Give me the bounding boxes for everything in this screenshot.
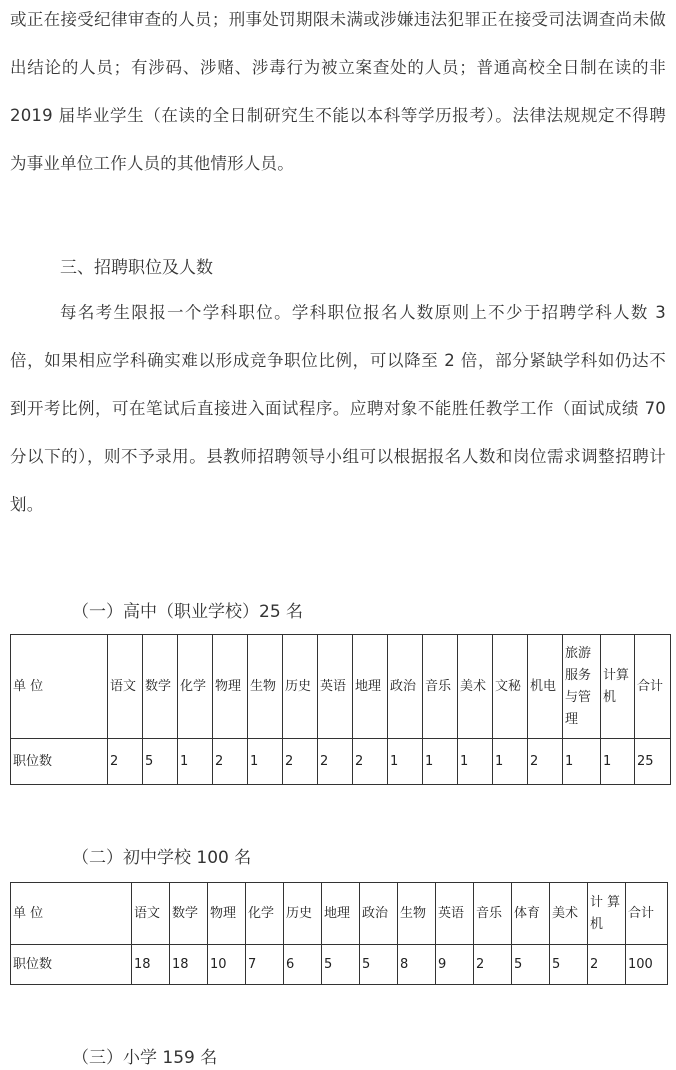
table-cell: 5 xyxy=(143,739,178,785)
table-header-cell: 英语 xyxy=(436,883,474,945)
table-header-row xyxy=(11,635,671,739)
table-header-cell: 政治 xyxy=(388,635,423,739)
table-cell: 1 xyxy=(178,739,213,785)
table-header-cell: 合计 xyxy=(635,635,671,739)
table-header-cell: 体育 xyxy=(512,883,550,945)
table-cell: 1 xyxy=(601,739,635,785)
table-cell: 9 xyxy=(436,945,474,985)
table-middle-school xyxy=(10,882,668,985)
table-header-cell: 美术 xyxy=(550,883,588,945)
table-header-cell: 计算机 xyxy=(601,635,635,739)
table-cell: 10 xyxy=(208,945,246,985)
table-cell: 100 xyxy=(626,945,668,985)
table-cell: 2 xyxy=(588,945,626,985)
table-header-cell: 生物 xyxy=(248,635,283,739)
table-cell: 5 xyxy=(512,945,550,985)
table-cell: 2 xyxy=(528,739,563,785)
table-header-cell: 文秘 xyxy=(493,635,528,739)
heading-middle-school: （二）初中学校 100 名 xyxy=(72,848,252,868)
table-cell: 1 xyxy=(423,739,458,785)
table-cell: 2 xyxy=(213,739,248,785)
table-header-cell: 数学 xyxy=(143,635,178,739)
table-header-cell: 机电 xyxy=(528,635,563,739)
table-header-cell: 单 位 xyxy=(11,635,108,739)
paragraph-eligibility: 或正在接受纪律审查的人员；刑事处罚期限未满或涉嫌违法犯罪正在接受司法调查尚未做出结论的人员；有涉码、涉赌、涉毒行为被立案查处的人员；普通高校全日制在读的非 2019 届毕业学生（在读的全日制研究生不能以本科等学历报考）。法律法规规定不得聘为事业单位工作人员的其他情形人员。 xyxy=(10,10,666,173)
table-high-school xyxy=(10,634,671,785)
table-header-row xyxy=(11,883,668,945)
table-cell: 2 xyxy=(108,739,143,785)
table-header-cell: 政治 xyxy=(360,883,398,945)
table-cell: 2 xyxy=(353,739,388,785)
table-header-cell: 物理 xyxy=(208,883,246,945)
table-cell: 1 xyxy=(493,739,528,785)
table-cell: 18 xyxy=(132,945,170,985)
table-cell: 2 xyxy=(283,739,318,785)
table-header-cell: 计 算机 xyxy=(588,883,626,945)
table-header-cell: 数学 xyxy=(170,883,208,945)
table-header-cell: 生物 xyxy=(398,883,436,945)
table-header-cell: 旅游服务与管理 xyxy=(563,635,601,739)
table-header-cell: 英语 xyxy=(318,635,353,739)
table-cell: 1 xyxy=(248,739,283,785)
table-header-cell: 化学 xyxy=(178,635,213,739)
table-cell: 8 xyxy=(398,945,436,985)
table-cell: 7 xyxy=(246,945,284,985)
table-header-cell: 音乐 xyxy=(474,883,512,945)
table-cell: 1 xyxy=(563,739,601,785)
table-cell: 1 xyxy=(388,739,423,785)
table-header-cell: 历史 xyxy=(283,635,318,739)
table-cell: 18 xyxy=(170,945,208,985)
table-header-cell: 合计 xyxy=(626,883,668,945)
table-cell: 25 xyxy=(635,739,671,785)
table-header-cell: 地理 xyxy=(353,635,388,739)
table-header-cell: 单 位 xyxy=(11,883,132,945)
table-header-cell: 地理 xyxy=(322,883,360,945)
table-cell: 5 xyxy=(322,945,360,985)
table-header-cell: 语文 xyxy=(108,635,143,739)
table-cell: 职位数 xyxy=(11,945,132,985)
table-cell: 2 xyxy=(318,739,353,785)
table-row xyxy=(11,739,671,785)
table-header-cell: 历史 xyxy=(284,883,322,945)
paragraph-positions-rules: 每名考生限报一个学科职位。学科职位报名人数原则上不少于招聘学科人数 3 倍，如果相应学科确实难以形成竞争职位比例，可以降至 2 倍，部分紧缺学科如仍达不到开考比例，可在笔试后直接进入面试程序。应聘对象不能胜任教学工作（面试成绩 70 分以下的），则不予录用。县教师招聘领导小组可以根据报名人数和岗位需求调整招聘计划。 xyxy=(10,303,666,514)
table-cell: 5 xyxy=(360,945,398,985)
table-cell: 5 xyxy=(550,945,588,985)
table-header-cell: 化学 xyxy=(246,883,284,945)
table-header-cell: 美术 xyxy=(458,635,493,739)
section-heading-positions: 三、招聘职位及人数 xyxy=(60,258,213,278)
table-header-cell: 音乐 xyxy=(423,635,458,739)
table-cell: 2 xyxy=(474,945,512,985)
table-cell: 6 xyxy=(284,945,322,985)
table-cell: 1 xyxy=(458,739,493,785)
table-header-cell: 语文 xyxy=(132,883,170,945)
heading-primary-school: （三）小学 159 名 xyxy=(72,1048,218,1068)
table-row xyxy=(11,945,668,985)
table-cell: 职位数 xyxy=(11,739,108,785)
table-header-cell: 物理 xyxy=(213,635,248,739)
heading-high-school: （一）高中（职业学校）25 名 xyxy=(72,602,304,622)
